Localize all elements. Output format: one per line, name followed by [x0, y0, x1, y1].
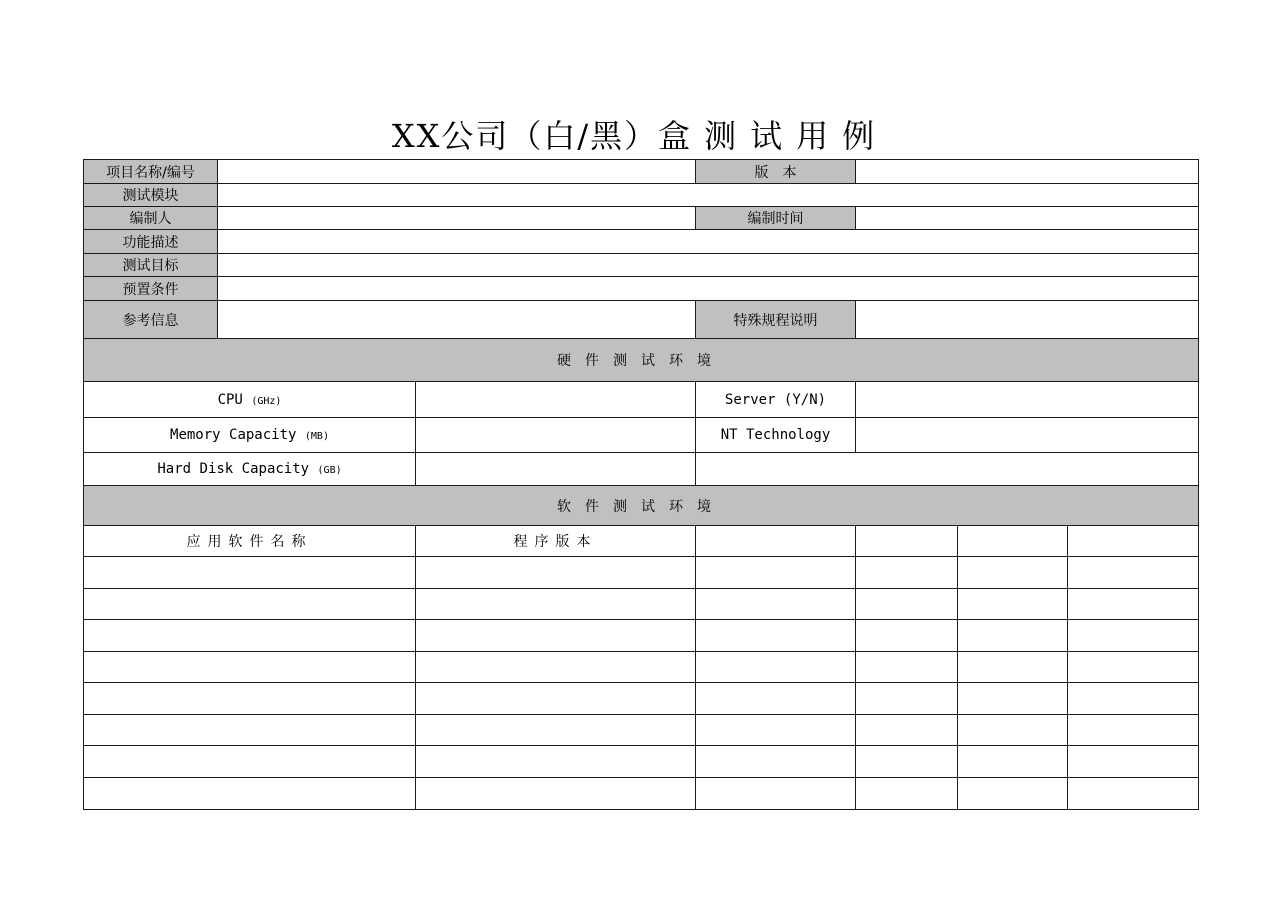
- software-cell[interactable]: [958, 589, 1068, 620]
- software-cell[interactable]: [856, 652, 958, 683]
- test-case-sheet: [83, 159, 1199, 810]
- memory-unit: (MB): [304, 431, 329, 442]
- software-cell[interactable]: [416, 652, 696, 683]
- software-cell[interactable]: [84, 620, 416, 652]
- hardware-extra-field[interactable]: [696, 453, 1199, 486]
- software-cell[interactable]: [958, 557, 1068, 589]
- software-cell[interactable]: [416, 683, 696, 715]
- software-row: [84, 620, 1199, 652]
- author-field[interactable]: [218, 207, 696, 230]
- title-main: 盒测试用例: [658, 117, 889, 155]
- software-cell[interactable]: [856, 589, 958, 620]
- label-created-time: 编制时间: [696, 207, 856, 230]
- cpu-field[interactable]: [416, 382, 696, 418]
- software-cell[interactable]: [416, 778, 696, 810]
- software-cell[interactable]: [1068, 746, 1199, 778]
- hardware-section-title: 硬件测试环境: [84, 339, 1199, 382]
- software-section-header: [84, 486, 1199, 526]
- column-header-4: [856, 526, 958, 557]
- software-cell[interactable]: [84, 715, 416, 746]
- software-cell[interactable]: [856, 620, 958, 652]
- software-cell[interactable]: [958, 715, 1068, 746]
- label-test-module: 测试模块: [84, 184, 218, 207]
- hardware-row-cpu: [84, 382, 1199, 418]
- software-cell[interactable]: [958, 652, 1068, 683]
- version-field[interactable]: [856, 160, 1199, 184]
- column-header-app-name: 应用软件名称: [84, 526, 416, 557]
- software-cell[interactable]: [856, 557, 958, 589]
- software-cell[interactable]: [416, 746, 696, 778]
- info-row-reference: [84, 301, 1199, 339]
- software-cell[interactable]: [416, 589, 696, 620]
- hardware-row-disk: [84, 453, 1199, 486]
- hard-disk-field[interactable]: [416, 453, 696, 486]
- software-cell[interactable]: [958, 620, 1068, 652]
- software-cell[interactable]: [696, 746, 856, 778]
- software-cell[interactable]: [1068, 683, 1199, 715]
- column-header-program-version: 程序版本: [416, 526, 696, 557]
- special-procedure-field[interactable]: [856, 301, 1199, 339]
- software-cell[interactable]: [696, 620, 856, 652]
- project-name-field[interactable]: [218, 160, 696, 184]
- software-cell[interactable]: [696, 652, 856, 683]
- software-row: [84, 683, 1199, 715]
- software-cell[interactable]: [84, 557, 416, 589]
- hard-disk-label-text: Hard Disk Capacity: [157, 461, 310, 477]
- cpu-label-text: CPU: [217, 391, 243, 408]
- label-test-goal: 测试目标: [84, 254, 218, 277]
- software-section-title: 软件测试环境: [84, 486, 1199, 526]
- function-description-field[interactable]: [218, 230, 1199, 254]
- software-cell[interactable]: [696, 778, 856, 810]
- label-cpu: [84, 382, 416, 418]
- software-row: [84, 746, 1199, 778]
- label-project-name: 项目名称/编号: [84, 160, 218, 184]
- title-prefix: XX公司（白/黑）: [391, 117, 659, 155]
- software-cell[interactable]: [958, 746, 1068, 778]
- software-cell[interactable]: [958, 683, 1068, 715]
- info-row-description: [84, 230, 1199, 254]
- software-cell[interactable]: [84, 778, 416, 810]
- software-cell[interactable]: [416, 557, 696, 589]
- software-row: [84, 778, 1199, 810]
- software-column-headers: [84, 526, 1199, 557]
- column-header-6: [1068, 526, 1199, 557]
- column-header-3: [696, 526, 856, 557]
- software-cell[interactable]: [696, 589, 856, 620]
- info-row-precondition: [84, 277, 1199, 301]
- info-row-author: [84, 207, 1199, 230]
- label-memory: [84, 418, 416, 453]
- software-row: [84, 715, 1199, 746]
- software-cell[interactable]: [696, 683, 856, 715]
- reference-info-field[interactable]: [218, 301, 696, 339]
- label-version: 版 本: [696, 160, 856, 184]
- column-header-5: [958, 526, 1068, 557]
- software-cell[interactable]: [696, 715, 856, 746]
- software-cell[interactable]: [856, 683, 958, 715]
- cpu-unit: (GHz): [251, 395, 282, 407]
- nt-technology-field[interactable]: [856, 418, 1199, 453]
- hardware-section-header: [84, 339, 1199, 382]
- test-module-field[interactable]: [218, 184, 1199, 207]
- hardware-row-memory: [84, 418, 1199, 453]
- label-precondition: 预置条件: [84, 277, 218, 301]
- test-goal-field[interactable]: [218, 254, 1199, 277]
- software-cell[interactable]: [856, 778, 958, 810]
- software-cell[interactable]: [856, 715, 958, 746]
- precondition-field[interactable]: [218, 277, 1199, 301]
- label-reference-info: 参考信息: [84, 301, 218, 339]
- label-function-description: 功能描述: [84, 230, 218, 254]
- software-cell[interactable]: [84, 589, 416, 620]
- software-cell[interactable]: [1068, 715, 1199, 746]
- created-time-field[interactable]: [856, 207, 1199, 230]
- software-row: [84, 589, 1199, 620]
- software-cell[interactable]: [1068, 557, 1199, 589]
- software-row: [84, 652, 1199, 683]
- info-row-goal: [84, 254, 1199, 277]
- software-cell[interactable]: [958, 778, 1068, 810]
- software-cell[interactable]: [84, 683, 416, 715]
- software-cell[interactable]: [1068, 620, 1199, 652]
- label-server: Server (Y/N): [696, 382, 856, 418]
- software-cell[interactable]: [84, 652, 416, 683]
- label-hard-disk: [84, 453, 416, 486]
- software-cell[interactable]: [1068, 652, 1199, 683]
- info-row-module: [84, 184, 1199, 207]
- label-author: 编制人: [84, 207, 218, 230]
- memory-label-text: Memory Capacity: [170, 427, 297, 443]
- server-field[interactable]: [856, 382, 1199, 418]
- label-special-procedure: 特殊规程说明: [696, 301, 856, 339]
- software-cell[interactable]: [1068, 589, 1199, 620]
- software-cell[interactable]: [1068, 778, 1199, 810]
- software-cell[interactable]: [416, 715, 696, 746]
- hard-disk-unit: (GB): [317, 465, 342, 476]
- software-cell[interactable]: [696, 557, 856, 589]
- software-cell[interactable]: [416, 620, 696, 652]
- software-cell[interactable]: [856, 746, 958, 778]
- label-nt-technology: NT Technology: [696, 418, 856, 453]
- software-cell[interactable]: [84, 746, 416, 778]
- page-title: [0, 114, 1280, 158]
- info-row-project: [84, 160, 1199, 184]
- memory-field[interactable]: [416, 418, 696, 453]
- software-row: [84, 557, 1199, 589]
